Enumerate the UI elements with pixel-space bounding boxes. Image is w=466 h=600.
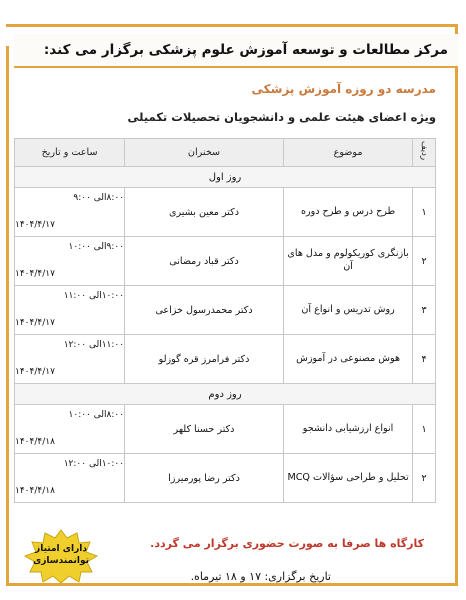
row-time-range: ۱۰:۰۰الی ۱۱:۰۰ — [63, 290, 125, 301]
row-time-range: ۱۱:۰۰الی ۱۲:۰۰ — [63, 339, 125, 350]
row-date: ۱۴۰۴/۴/۱۷ — [15, 367, 55, 377]
table-row — [15, 454, 436, 503]
schedule-table — [14, 138, 436, 503]
badge-line1: دارای امتیاز — [35, 544, 87, 555]
day-row — [15, 384, 436, 405]
row-topic: تحلیل و طراحی سؤالات MCQ — [283, 454, 412, 503]
event-date: تاریخ برگزاری: ۱۷ و ۱۸ تیرماه. — [190, 570, 331, 583]
top-banner — [14, 34, 458, 68]
credit-badge — [22, 528, 100, 584]
row-speaker: دکتر محمدرسول خزاعی — [125, 286, 284, 335]
row-date: ۱۴۰۴/۴/۱۸ — [15, 437, 55, 447]
row-time-range: ۸:۰۰الی ۱۰:۰۰ — [68, 409, 125, 420]
table-row — [15, 237, 436, 286]
badge-line2: توانمندسازی — [32, 556, 90, 566]
row-time — [15, 335, 125, 384]
row-time — [15, 405, 125, 454]
row-index: ۲ — [413, 237, 436, 286]
row-time-range: ۸:۰۰الی ۹:۰۰ — [73, 192, 125, 203]
header-speaker: سخنران — [125, 139, 284, 167]
row-index: ۳ — [413, 286, 436, 335]
row-index: ۲ — [413, 454, 436, 503]
row-speaker: دکتر حسنا کلهر — [125, 405, 284, 454]
frame-left-border — [6, 46, 9, 586]
frame-top-border — [6, 24, 458, 27]
table-header-row — [15, 139, 436, 167]
table-row — [15, 405, 436, 454]
row-topic: هوش مصنوعی در آموزش — [283, 335, 412, 384]
row-speaker: دکتر معین بشیری — [125, 188, 284, 237]
row-date: ۱۴۰۴/۴/۱۷ — [15, 220, 55, 230]
row-date: ۱۴۰۴/۴/۱۷ — [15, 318, 55, 328]
row-time — [15, 188, 125, 237]
row-index: ۴ — [413, 335, 436, 384]
row-time — [15, 454, 125, 503]
badge-text — [22, 528, 100, 584]
row-date: ۱۴۰۴/۴/۱۸ — [15, 486, 55, 496]
row-index: ۱ — [413, 405, 436, 454]
row-topic: بازنگری کوریکولوم و مدل های آن — [283, 237, 412, 286]
school-title: مدرسه دو روزه آموزش پزشکی — [251, 82, 436, 96]
row-time — [15, 286, 125, 335]
row-topic: انواع ارزشیابی دانشجو — [283, 405, 412, 454]
table-row — [15, 335, 436, 384]
row-index: ۱ — [413, 188, 436, 237]
row-time — [15, 237, 125, 286]
row-speaker: دکتر فرامرز قره گوزلو — [125, 335, 284, 384]
row-speaker: دکتر رضا پورمیرزا — [125, 454, 284, 503]
row-time-range: ۹:۰۰الی ۱۰:۰۰ — [68, 241, 125, 252]
attendance-note: کارگاه ها صرفا به صورت حضوری برگزار می گردد. — [150, 537, 424, 550]
row-topic: روش تدریس و انواع آن — [283, 286, 412, 335]
table-row — [15, 188, 436, 237]
banner-text: مرکز مطالعات و توسعه آموزش علوم پزشکی برگزار می کند: — [43, 42, 448, 58]
header-time: ساعت و تاریخ — [15, 139, 125, 167]
day1-label: روز اول — [15, 167, 436, 188]
row-time-range: ۱۰:۰۰الی ۱۲:۰۰ — [63, 458, 125, 469]
day2-label: روز دوم — [15, 384, 436, 405]
row-date: ۱۴۰۴/۴/۱۷ — [15, 269, 55, 279]
row-topic: طرح درس و طرح دوره — [283, 188, 412, 237]
row-speaker: دکتر قباد رمضانی — [125, 237, 284, 286]
day-row — [15, 167, 436, 188]
audience-subtitle: ویژه اعضای هیئت علمی و دانشجویان تحصیلات تکمیلی — [127, 110, 436, 124]
table-row — [15, 286, 436, 335]
header-topic: موضوع — [283, 139, 412, 167]
frame-right-border — [455, 24, 458, 584]
header-index: ردیف — [413, 139, 436, 167]
